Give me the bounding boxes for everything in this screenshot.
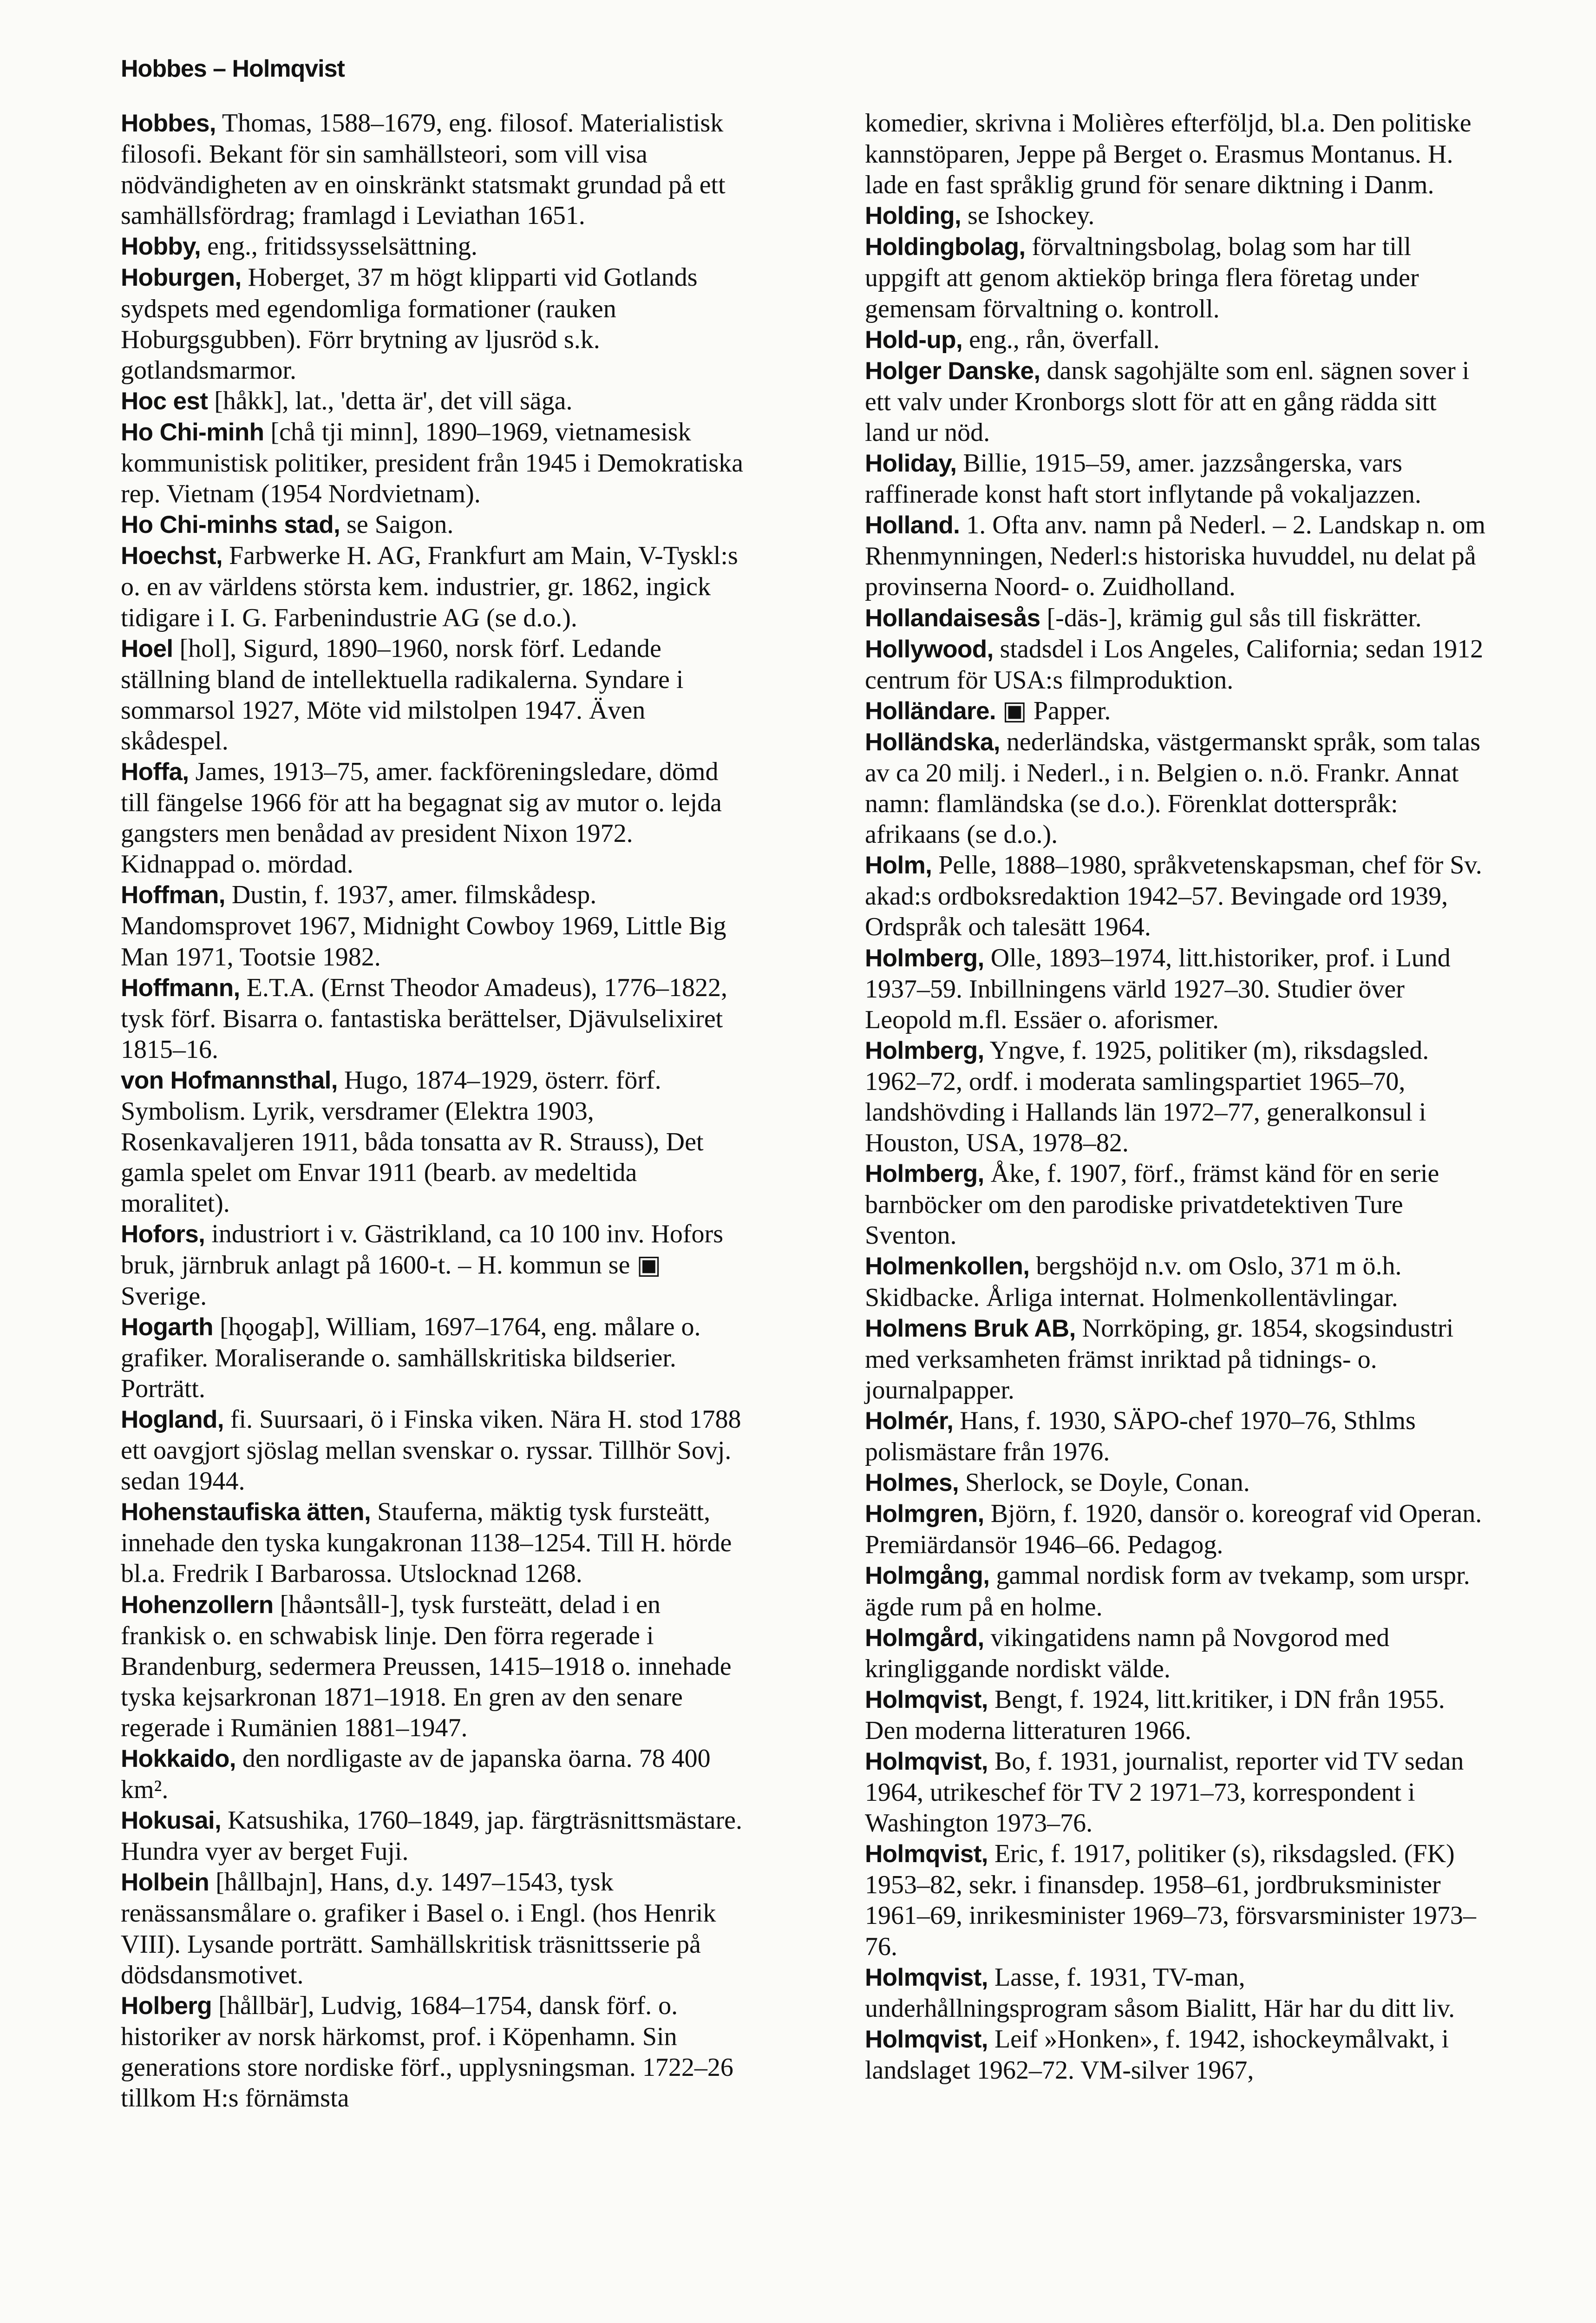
- headword: Holmes,: [865, 1469, 959, 1497]
- entry: [865, 355, 1487, 448]
- headword: Holmqvist,: [865, 1840, 988, 1868]
- entry: [121, 509, 743, 540]
- entry: [121, 1065, 743, 1219]
- headword: Hohenzollern: [121, 1591, 274, 1619]
- headword: Holmér,: [865, 1407, 954, 1435]
- headword: Holmgren,: [865, 1500, 984, 1528]
- definition: James, 1913–75, amer. fackföreningsledare, dömd till fängelse 1966 för att ha begagnat sig av mutor o. lejda gangsters men benådad av president Nixon 1972. Kidnappad o. mördad.: [121, 757, 722, 879]
- entry: [121, 972, 743, 1065]
- definition: dansk sagohjälte som enl. sägnen sover i ett valv under Kronborgs slott för att en gång rädda sitt land ur nöd.: [865, 356, 1470, 447]
- headword: Hoffman,: [121, 881, 225, 909]
- entry: [865, 727, 1487, 850]
- headword: Holbein: [121, 1869, 209, 1896]
- headword: Hobby,: [121, 233, 201, 261]
- definition: gammal nordisk form av tvekamp, som urspr. ägde rum på en holme.: [865, 1561, 1470, 1621]
- definition: 1. Ofta anv. namn på Nederl. – 2. Landskap n. om Rhenmynningen, Nederl:s historiska huvuddel, nu delat på provinserna Noord- o. Zuidholland.: [865, 511, 1485, 602]
- entry: [121, 1743, 743, 1805]
- entry: [121, 540, 743, 633]
- entry: [121, 386, 743, 417]
- entry: [121, 633, 743, 756]
- headword: Hoc est: [121, 387, 208, 415]
- entry: [865, 1622, 1487, 1684]
- headword: Holmqvist,: [865, 1963, 988, 1991]
- headword: Hollywood,: [865, 635, 994, 663]
- headword: Holmgård,: [865, 1624, 984, 1652]
- entry: [865, 634, 1487, 696]
- definition: E.T.A. (Ernst Theodor Amadeus), 1776–1822, tysk förf. Bisarra o. fantastiska berättelser, Djävulselixiret 1815–16.: [121, 973, 727, 1064]
- definition: Björn, f. 1920, dansör o. koreograf vid Operan. Premiärdansör 1946–66. Pedagog.: [865, 1499, 1482, 1560]
- entry: [865, 1962, 1487, 2024]
- entry: [865, 1251, 1487, 1312]
- headword: Hoechst,: [121, 542, 223, 570]
- definition: Dustin, f. 1937, amer. filmskådesp. Mandomsprovet 1967, Midnight Cowboy 1969, Little Big Man 1971, Tootsie 1982.: [121, 880, 726, 971]
- definition: bergshöjd n.v. om Oslo, 371 m ö.h. Skidbacke. Årliga internat. Holmenkollentävlingar.: [865, 1252, 1402, 1312]
- definition: Yngve, f. 1925, politiker (m), riksdagsled. 1962–72, ordf. i moderata samlingspartiet 1965–70, landshövding i Hallands län 1972–77, generalkonsul i Houston, USA, 1978–82.: [865, 1036, 1429, 1158]
- entry: [121, 1496, 743, 1589]
- entry: [121, 756, 743, 879]
- entry: [121, 879, 743, 972]
- definition: [håəntsåll-], tysk fursteätt, delad i en frankisk o. en schwabisk linje. Den förra regerade i Brandenburg, sedermera Preussen, 1415–1918 o. innehade tyska kejsarkronan 1871–1918. En gren av den senare regerade i Rumänien 1881–1947.: [121, 1590, 732, 1742]
- headword: Holger Danske,: [865, 357, 1040, 385]
- entry: [121, 262, 743, 385]
- entry: [865, 1313, 1487, 1405]
- entry: [865, 1746, 1487, 1838]
- headword: Holländare.: [865, 697, 996, 725]
- definition: Eric, f. 1917, politiker (s), riksdagsled. (FK) 1953–82, sekr. i finansdep. 1958–61, jordbruksminister 1961–69, inrikesminister 1969–73, försvarsminister 1973–76.: [865, 1839, 1476, 1961]
- definition: förvaltningsbolag, bolag som har till uppgift att genom aktieköp bringa flera företag under gemensam förvaltning o. kontroll.: [865, 232, 1419, 323]
- headword: Holmqvist,: [865, 1686, 988, 1713]
- definition: eng., rån, överfall.: [962, 325, 1160, 354]
- headword: Hofors,: [121, 1221, 205, 1248]
- headword: Hokusai,: [121, 1807, 222, 1835]
- definition: [hol], Sigurd, 1890–1960, norsk förf. Ledande ställning bland de intellektuella radikalerna. Syndare i sommarsol 1927, Möte vid milstolpen 1947. Även skådespel.: [121, 634, 684, 755]
- entry: [865, 850, 1487, 942]
- definition: Sherlock, se Doyle, Conan.: [958, 1468, 1250, 1497]
- headword: Ho Chi-minh: [121, 418, 264, 446]
- headword: Holm,: [865, 852, 932, 879]
- definition: den nordligaste av de japanska öarna. 78 400 km².: [121, 1744, 711, 1805]
- headword: Hollandaisesås: [865, 604, 1040, 632]
- headword: Hobbes,: [121, 110, 216, 137]
- entry: [865, 943, 1487, 1035]
- entry: [121, 1312, 743, 1404]
- headword: Holmberg,: [865, 1037, 984, 1064]
- definition: se Ishockey.: [961, 201, 1095, 230]
- headword: Ho Chi-minhs stad,: [121, 511, 340, 539]
- entry: [121, 1805, 743, 1867]
- definition: [håkk], lat., 'detta är', det vill säga.: [208, 386, 573, 415]
- definition: [hǫogaþ], William, 1697–1764, eng. målare o. grafiker. Moraliserande o. samhällskritiska bildserier. Porträtt.: [121, 1312, 701, 1403]
- entry: [121, 417, 743, 509]
- entry: [865, 1838, 1487, 1962]
- headword: Hoburgen,: [121, 264, 242, 292]
- entry: [865, 510, 1487, 602]
- definition: ▣ Papper.: [996, 696, 1111, 725]
- entry: [865, 603, 1487, 634]
- definition: Farbwerke H. AG, Frankfurt am Main, V-Tyskl:s o. en av världens största kem. industrier, gr. 1862, ingick tidigare i I. G. Farbenindustrie AG (se d.o.).: [121, 541, 738, 632]
- definition: Olle, 1893–1974, litt.historiker, prof. i Lund 1937–59. Inbillningens värld 1927–30. Studier över Leopold m.fl. Essäer o. aforismer.: [865, 943, 1451, 1034]
- headword: Holmenkollen,: [865, 1253, 1030, 1280]
- definition: vikingatidens namn på Novgorod med kringliggande nordiskt välde.: [865, 1623, 1390, 1683]
- headword: Holmqvist,: [865, 1747, 988, 1775]
- headword: Hogland,: [121, 1405, 224, 1433]
- definition: Leif »Honken», f. 1942, ishockeymålvakt, i landslaget 1962–72. VM-silver 1967,: [865, 2024, 1449, 2085]
- entry: [121, 1867, 743, 1990]
- definition: Lasse, f. 1931, TV-man, underhållningsprogram såsom Bialitt, Här har du ditt liv.: [865, 1962, 1455, 2023]
- headword: Hold-up,: [865, 326, 963, 354]
- definition: se Saigon.: [340, 510, 454, 539]
- definition: Stauferna, mäktig tysk fursteätt, innehade den tyska kungakronan 1138–1254. Till H. hörde bl.a. Fredrik I Barbarossa. Utslocknad 1268.: [121, 1497, 732, 1588]
- headword: Holländska,: [865, 728, 1000, 756]
- headword: Holmens Bruk AB,: [865, 1314, 1076, 1342]
- entry: [865, 200, 1487, 231]
- definition: komedier, skrivna i Molières efterföljd, bl.a. Den politiske kannstöparen, Jeppe på Berget o. Erasmus Montanus. H. lade en fast språklig grund för senare diktning i Danm.: [865, 109, 1472, 200]
- definition: Hoberget, 37 m högt klipparti vid Gotlands sydspets med egendomliga formationer (rauken Hoburgsgubben). Förr brytning av ljusröd s.k. gotlandsmarmor.: [121, 263, 698, 385]
- entry: [865, 1405, 1487, 1467]
- headword: Hokkaido,: [121, 1745, 236, 1772]
- definition: Norrköping, gr. 1854, skogsindustri med verksamheten främst inriktad på tidnings- o. journalpapper.: [865, 1313, 1454, 1404]
- headword: Holmberg,: [865, 944, 984, 972]
- entry: [121, 1404, 743, 1496]
- entry: [865, 1560, 1487, 1622]
- definition: Bengt, f. 1924, litt.kritiker, i DN från 1955. Den moderna litteraturen 1966.: [865, 1685, 1445, 1745]
- entry: [865, 1498, 1487, 1560]
- left-column: [121, 108, 743, 2113]
- definition: [hållbär], Ludvig, 1684–1754, dansk förf. o. historiker av norsk härkomst, prof. i Köpenhamn. Sin generations store nordiske förf., upplysningsman. 1722–26 tillkom H:s förnämsta: [121, 1991, 733, 2113]
- definition: [-däs-], krämig gul sås till fiskrätter.: [1040, 603, 1422, 632]
- entry: [865, 108, 1487, 200]
- definition: Katsushika, 1760–1849, jap. färgträsnittsmästare. Hundra vyer av berget Fuji.: [121, 1806, 742, 1866]
- headword: Hoffmann,: [121, 974, 240, 1002]
- entry: [865, 1684, 1487, 1746]
- definition: Bo, f. 1931, journalist, reporter vid TV sedan 1964, utrikeschef för TV 2 1971–73, korrespondent i Washington 1973–76.: [865, 1746, 1464, 1838]
- definition: Pelle, 1888–1980, språkvetenskapsman, chef för Sv. akad:s ordboksredaktion 1942–57. Bevingade ord 1939, Ordspråk och talesätt 1964.: [865, 851, 1482, 942]
- entry: [121, 1589, 743, 1743]
- definition: industriort i v. Gästrikland, ca 10 100 inv. Hofors bruk, järnbruk anlagt på 1600-t. – H. kommun se ▣ Sverige.: [121, 1220, 723, 1311]
- entry: [865, 1035, 1487, 1158]
- headword: Hohenstaufiska ätten,: [121, 1498, 371, 1526]
- headword: Holmqvist,: [865, 2025, 988, 2053]
- headword: Hoel: [121, 635, 173, 663]
- entry: [865, 2024, 1487, 2086]
- definition: [hållbajn], Hans, d.y. 1497–1543, tysk renässansmålare o. grafiker i Basel o. i Engl. (hos Henrik VIII). Lysande porträtt. Samhällskritisk träsnittsserie på dödsdansmotivet.: [121, 1868, 716, 1989]
- headword: von Hofmannsthal,: [121, 1066, 338, 1094]
- headword: Holberg: [121, 1992, 212, 2020]
- definition: fi. Suursaari, ö i Finska viken. Nära H. stod 1788 ett oavgjort sjöslag mellan svenskar o. ryssar. Tillhör Sovj. sedan 1944.: [121, 1404, 741, 1496]
- page-header: Hobbes – Holmqvist: [121, 55, 345, 82]
- definition: Hans, f. 1930, SÄPO-chef 1970–76, Sthlms polismästare från 1976.: [865, 1406, 1416, 1467]
- definition: stadsdel i Los Angeles, California; sedan 1912 centrum för USA:s filmproduktion.: [865, 634, 1484, 695]
- definition: [chå tji minn], 1890–1969, vietnamesisk kommunistisk politiker, president från 1945 i Demokratiska rep. Vietnam (1954 Nordvietnam).: [121, 417, 743, 509]
- entry: [121, 231, 743, 262]
- right-column: [865, 108, 1487, 2086]
- entry: [865, 1467, 1487, 1498]
- definition: Billie, 1915–59, amer. jazzsångerska, vars raffinerade konst haft stort inflytande på vokaljazzen.: [865, 449, 1421, 509]
- entry: [121, 1990, 743, 2113]
- entry: [865, 696, 1487, 727]
- entry: [865, 324, 1487, 355]
- headword: Holding,: [865, 202, 962, 230]
- headword: Holland.: [865, 512, 960, 539]
- entry: [121, 108, 743, 231]
- entry: [865, 231, 1487, 324]
- headword: Holiday,: [865, 450, 957, 478]
- headword: Holmgång,: [865, 1562, 990, 1590]
- headword: Hoffa,: [121, 758, 189, 786]
- headword: Holdingbolag,: [865, 233, 1026, 261]
- definition: Åke, f. 1907, förf., främst känd för en serie barnböcker om den parodiske privatdetektiven Ture Sventon.: [865, 1159, 1439, 1250]
- definition: Thomas, 1588–1679, eng. filosof. Materialistisk filosofi. Bekant för sin samhällsteori, som vill visa nödvändigheten av en oinskränkt statsmakt grundad på ett samhällsfördrag; framlagd i Leviathan 1651.: [121, 109, 726, 230]
- definition: nederländska, västgermanskt språk, som talas av ca 20 milj. i Nederl., i n. Belgien o. n.ö. Frankr. Annat namn: flamländska (se d.o.). Förenklat dotterspråk: afrikaans (se d.o.).: [865, 727, 1481, 849]
- entry: [865, 448, 1487, 510]
- entry: [121, 1219, 743, 1311]
- entry: [865, 1158, 1487, 1251]
- definition: Hugo, 1874–1929, österr. förf. Symbolism. Lyrik, versdramer (Elektra 1903, Rosenkavaljeren 1911, båda tonsatta av R. Strauss), Det gamla spelet om Envar 1911 (bearb. av medeltida moralitet).: [121, 1065, 704, 1218]
- headword: Hogarth: [121, 1313, 213, 1341]
- definition: eng., fritidssysselsättning.: [201, 232, 477, 261]
- headword: Holmberg,: [865, 1160, 984, 1188]
